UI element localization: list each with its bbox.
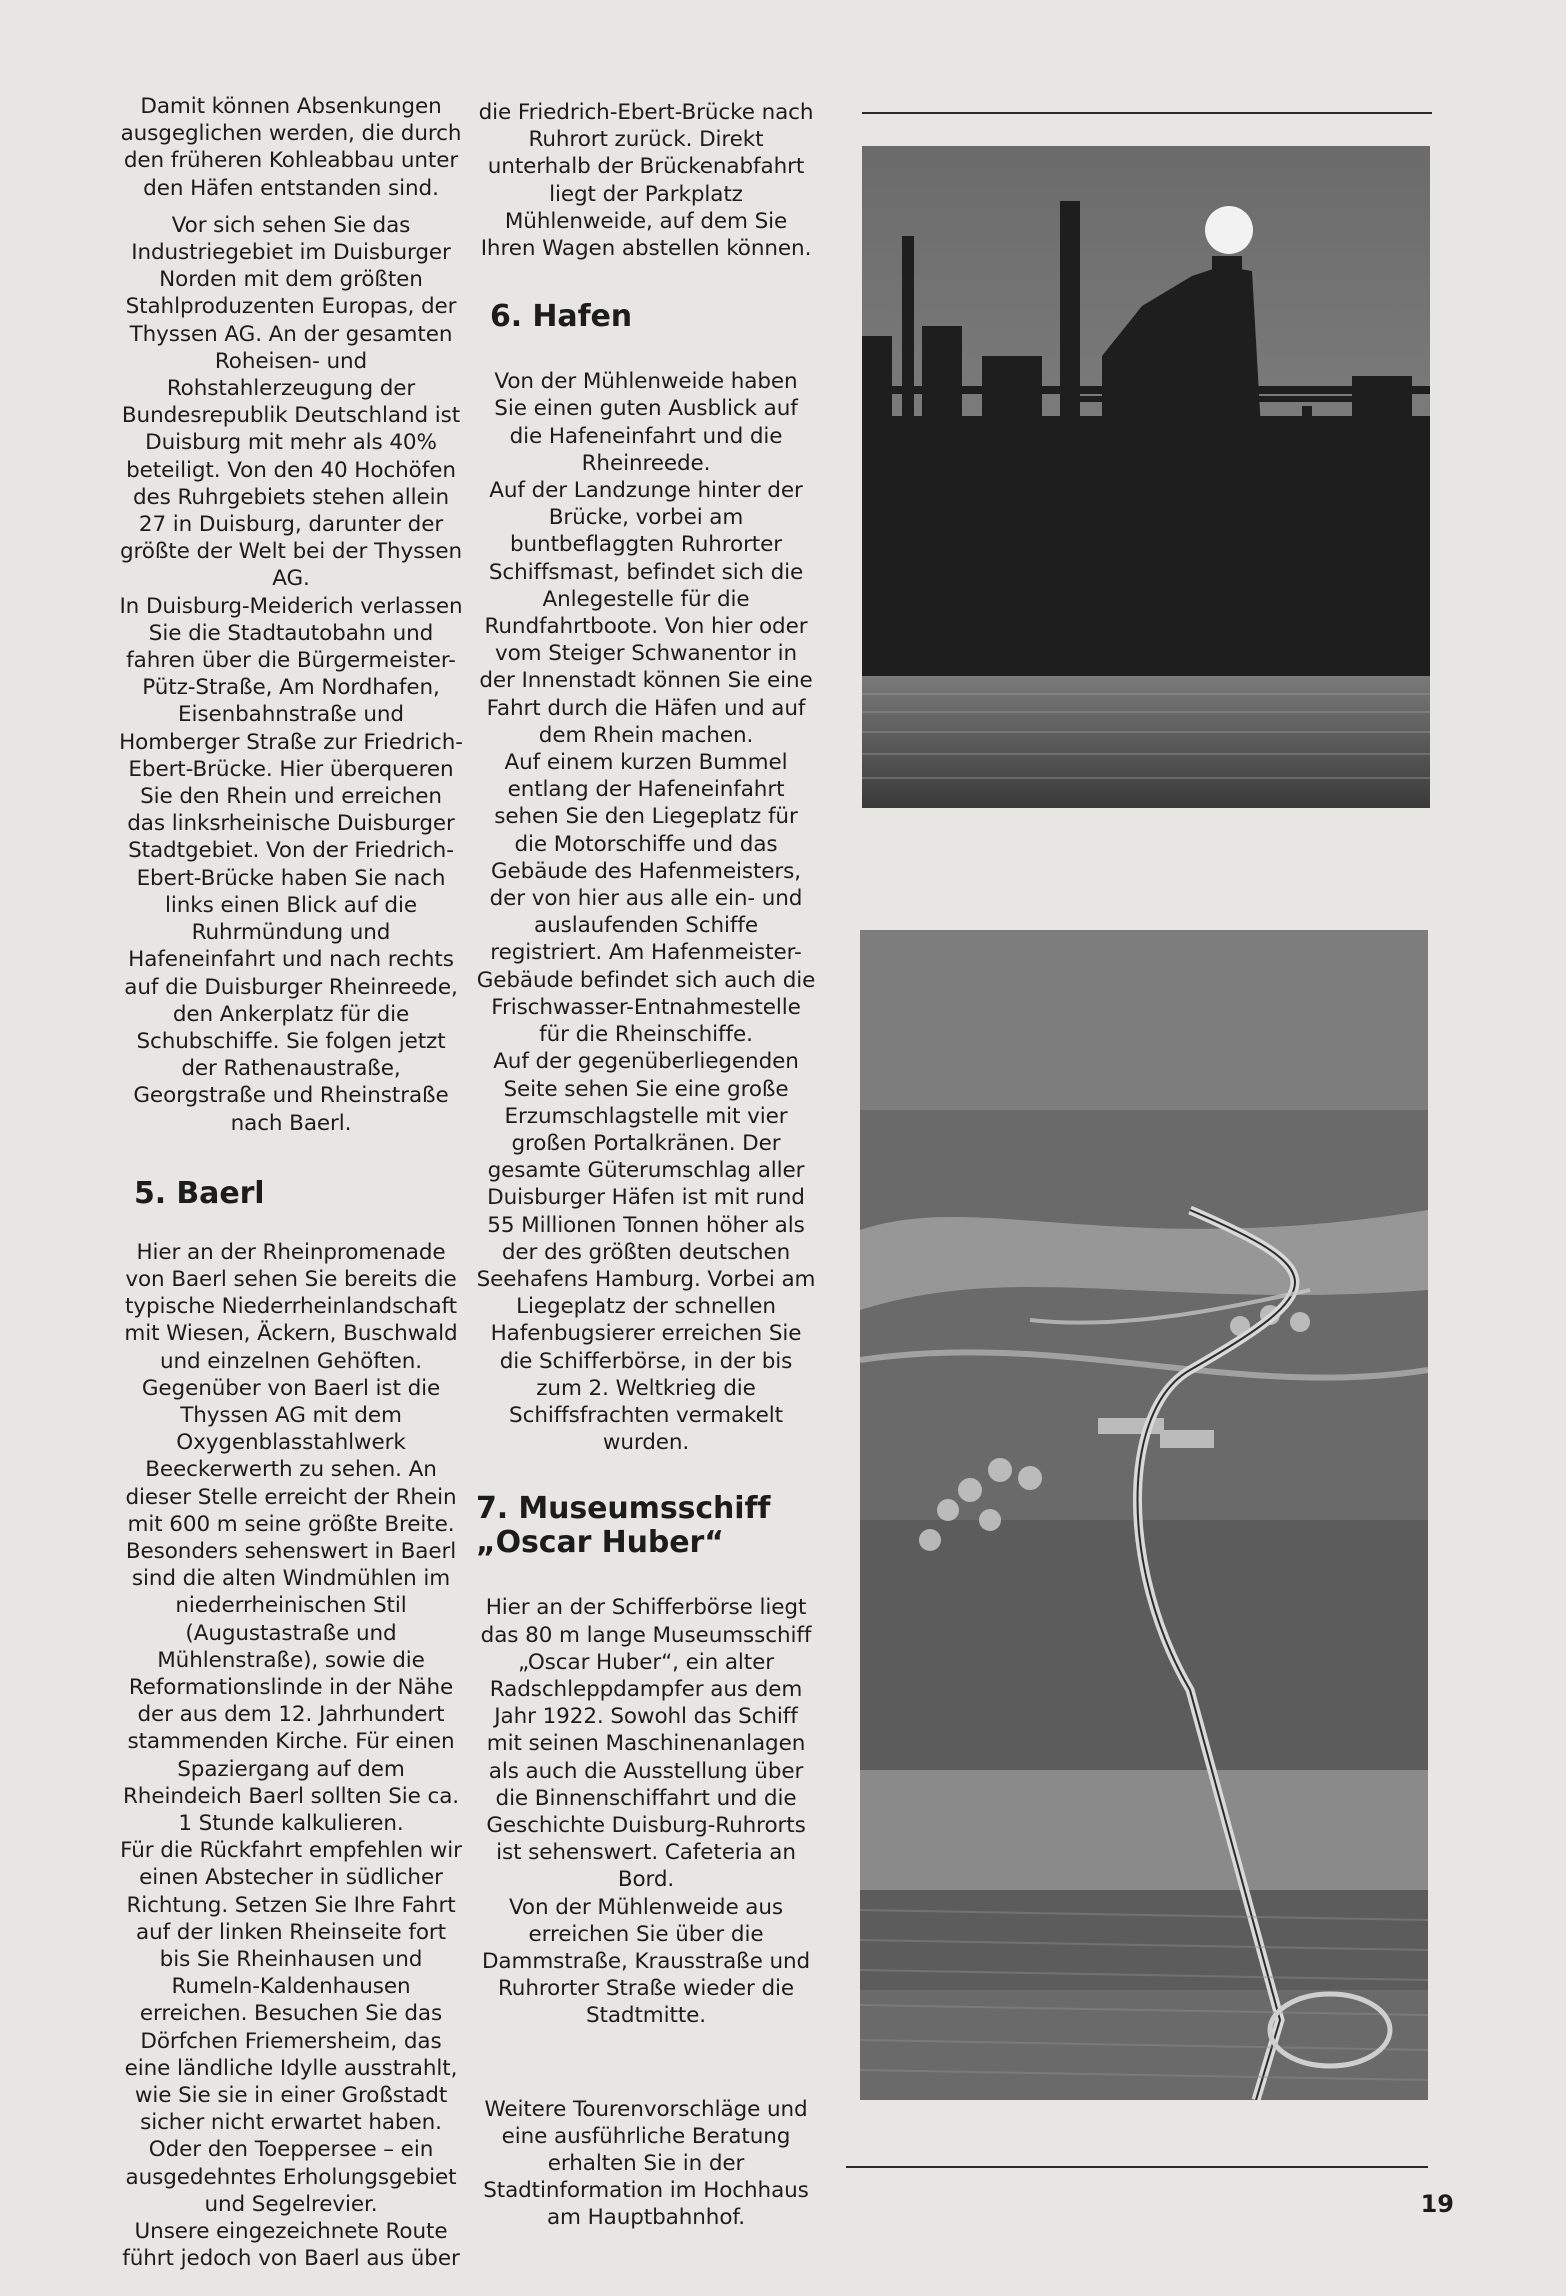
paragraph: die Friedrich-Ebert-Brücke nach Ruhrort zurück. Direkt unterhalb der Brückenabfahrt liegt der Parkplatz Mühlenweide, auf dem Sie Ihren Wagen abstellen können. [478,100,814,262]
top-rule [862,112,1432,114]
section-heading-baerl: 5. Baerl [134,1175,265,1211]
heading-line: „Oscar Huber“ [476,1525,724,1561]
photo-aerial-rhine-bridge [860,930,1428,2100]
paragraph: Vor sich sehen Sie das Industriegebiet im Duisburger Norden mit dem größten Stahlproduzenten Europas, der Thyssen AG. An der gesamten Roheisen- und Rohstahlerzeugung der Bundesrepublik Deutschland ist Duisburg mit mehr als 40% beteiligt. Von den 40 Hochöfen des Ruhrgebiets stehen allein 27 in Duisburg, darunter der größte der Welt bei der Thyssen AG. [119,212,463,592]
paragraph: Unsere eingezeichnete Route führt jedoch von Baerl aus über [122,2219,460,2272]
text-column-middle [476,99,816,2232]
paragraph: In Duisburg-Meiderich verlassen Sie die Stadtautobahn und fahren über die Bürgermeister-Pütz-Straße, Am Nordhafen, Eisenbahnstraße und Homberger Straße zur Friedrich-Ebert-Brücke. Hier überqueren Sie den Rhein und erreichen das linksrheinische Duisburger Stadtgebiet. Von der Friedrich-Ebert-Brücke haben Sie nach links einen Blick auf die Ruhrmündung und Hafeneinfahrt und nach rechts auf die Duisburger Rheinreede, den Ankerplatz für die Schubschiffe. Sie folgen jetzt der Rathenaustraße, Georgstraße und Rheinstraße nach Baerl. [119,593,463,1136]
page-number: 19 [1420,2190,1454,2218]
heading-line: 7. Museumsschiff [476,1491,771,1527]
paragraph: Von der Mühlenweide haben Sie einen guten Ausblick auf die Hafeneinfahrt und die Rheinreede. [494,369,798,476]
closing-note: Weitere Tourenvorschläge und eine ausführliche Beratung erhalten Sie in der Stadtinformation im Hochhaus am Hauptbahnhof. [483,2096,809,2231]
section-heading-hafen: 6. Hafen [490,299,633,335]
photo-steelworks-silhouette [862,146,1430,808]
paragraph: Auf einem kurzen Bummel entlang der Hafeneinfahrt sehen Sie den Liegeplatz für die Motorschiffe und das Gebäude des Hafenmeisters, der von hier aus alle ein- und auslaufenden Schiffe registriert. Am Hafenmeister-Gebäude befindet sich auch die Frischwasser-Entnahmestelle für die Rheinschiffe. [476,750,816,1048]
paragraph: Hier an der Schifferbörse liegt das 80 m lange Museumsschiff „Oscar Huber“, ein alter Radschleppdampfer aus dem Jahr 1922. Sowohl das Schiff mit seinen Maschinenanlagen als auch die Ausstellung über die Binnenschiffahrt und die Geschichte Duisburg-Ruhrorts ist sehenswert. Cafeteria an Bord. [480,1595,812,1893]
paragraph: Damit können Absenkungen ausgeglichen werden, die durch den früheren Kohleabbau unter den Häfen entstanden sind. [120,94,462,201]
paragraph: Auf der gegenüberliegenden Seite sehen Sie eine große Erzumschlagstelle mit vier großen Portalkränen. Der gesamte Güterumschlag aller Duisburger Häfen ist mit rund 55 Millionen Tonnen höher als der des größten deutschen Seehafens Hamburg. Vorbei am Liegeplatz der schnellen Hafenbugsierer erreichen Sie die Schifferbörse, in der bis zum 2. Weltkrieg die Schiffsfrachten vermakelt wurden. [476,1049,816,1456]
bottom-rule [846,2166,1428,2168]
paragraph: Für die Rückfahrt empfehlen wir einen Abstecher in südlicher Richtung. Setzen Sie Ihre Fahrt auf der linken Rheinseite fort bis Sie Rheinhausen und Rumeln-Kaldenhausen erreichen. Besuchen Sie das Dörfchen Friemersheim, das eine ländliche Idylle ausstrahlt, wie Sie sie in einer Großstadt sicher nicht erwartet haben. Oder den Toeppersee – ein ausgedehntes Erholungsgebiet und Segelrevier. [120,1838,462,2217]
text-column-left [118,93,464,2272]
section-heading-museumsschiff [476,1492,816,1560]
paragraph: Hier an der Rheinpromenade von Baerl sehen Sie bereits die typische Niederrheinlandschaft mit Wiesen, Äckern, Buschwald und einzelnen Gehöften. Gegenüber von Baerl ist die Thyssen AG mit dem Oxygenblasstahlwerk Beeckerwerth zu sehen. An dieser Stelle erreicht der Rhein mit 600 m seine größte Breite. Besonders sehenswert in Baerl sind die alten Windmühlen im niederrheinischen Stil (Augustastraße und Mühlenstraße), sowie die Reformationslinde in der Nähe der aus dem 12. Jahrhundert stammenden Kirche. Für einen Spaziergang auf dem Rheindeich Baerl sollten Sie ca. 1 Stunde kalkulieren. [122,1239,460,1836]
paragraph: Auf der Landzunge hinter der Brücke, vorbei am buntbeflaggten Ruhrorter Schiffsmast, befindet sich die Anlegestelle für die Rundfahrtboote. Von hier oder vom Steiger Schwanentor in der Innenstadt können Sie eine Fahrt durch die Häfen und auf dem Rhein machen. [479,478,813,748]
paragraph: Von der Mühlenweide aus erreichen Sie über die Dammstraße, Krausstraße und Ruhrorter Straße wieder die Stadtmitte. [481,1894,811,2029]
